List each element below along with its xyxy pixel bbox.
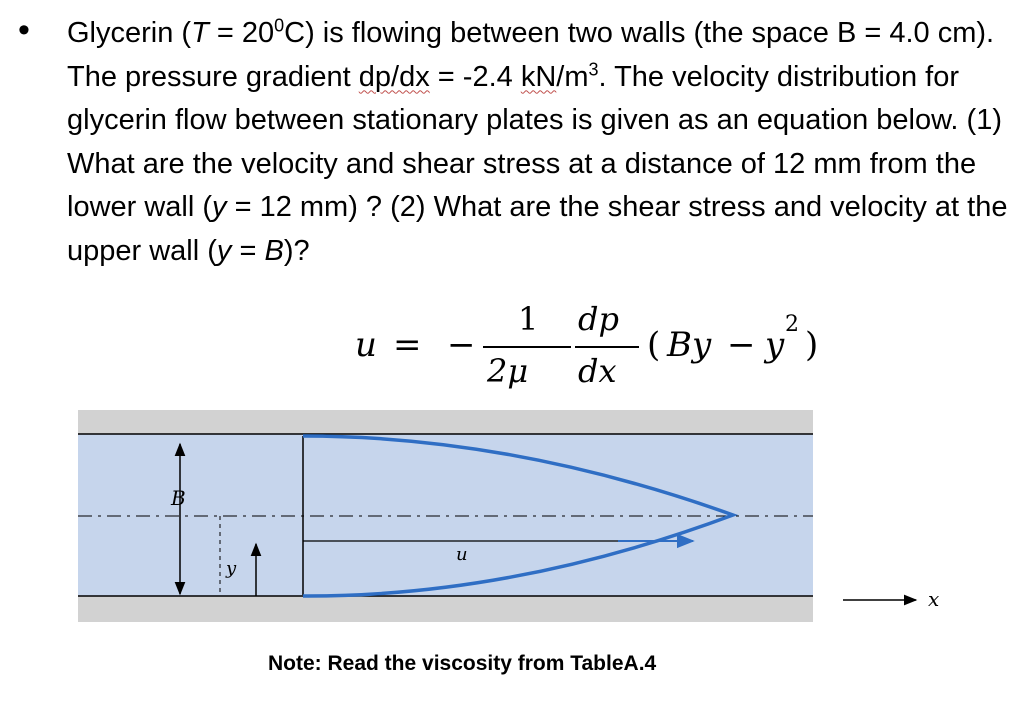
note-text: Note: Read the viscosity from TableA.4 bbox=[268, 652, 657, 675]
formula-minus: − bbox=[447, 325, 476, 365]
formula-equals: = bbox=[393, 325, 422, 365]
formula-u: u bbox=[355, 325, 377, 365]
velocity-formula bbox=[355, 300, 875, 400]
problem-statement: Glycerin $(T = 20^0C)$ is flowing between two walls (the space B = 4.0 cm). The pressure gradient dp/dx = -2.4 $kN/m^3$. The velocity distribution for glycerin flow between stationary plates is given as an equation below. (1) What are the velocity and shear stress at a distance of 12 mm from the lower wall (y = 12 mm) ? (2) What are the shear stress and velocity at the upper wall (y = B)? bbox=[67, 15, 1008, 267]
formula-paren-close: ) bbox=[805, 325, 819, 365]
flow-diagram bbox=[78, 410, 958, 625]
label-x: x bbox=[928, 587, 940, 611]
label-u: u bbox=[456, 544, 468, 565]
fraction-bar-1 bbox=[483, 346, 571, 348]
bullet-icon: • bbox=[18, 11, 30, 49]
formula-minus-2: − bbox=[727, 325, 756, 365]
formula-numerator-1: 1 bbox=[518, 300, 539, 338]
formula-denominator-2: dx bbox=[578, 352, 617, 390]
label-y: y bbox=[226, 558, 237, 579]
formula-numerator-2: dp bbox=[578, 300, 619, 338]
lower-wall bbox=[78, 596, 813, 622]
label-b: B bbox=[171, 486, 186, 510]
formula-power: 2 bbox=[785, 312, 799, 337]
formula-paren-open: ( bbox=[647, 325, 661, 365]
upper-wall bbox=[78, 410, 813, 434]
fraction-bar-2 bbox=[575, 346, 639, 348]
formula-denominator-1: 2μ bbox=[487, 352, 529, 390]
fluid-region bbox=[78, 410, 813, 622]
formula-y: y bbox=[765, 325, 785, 365]
formula-By: By bbox=[667, 325, 712, 365]
